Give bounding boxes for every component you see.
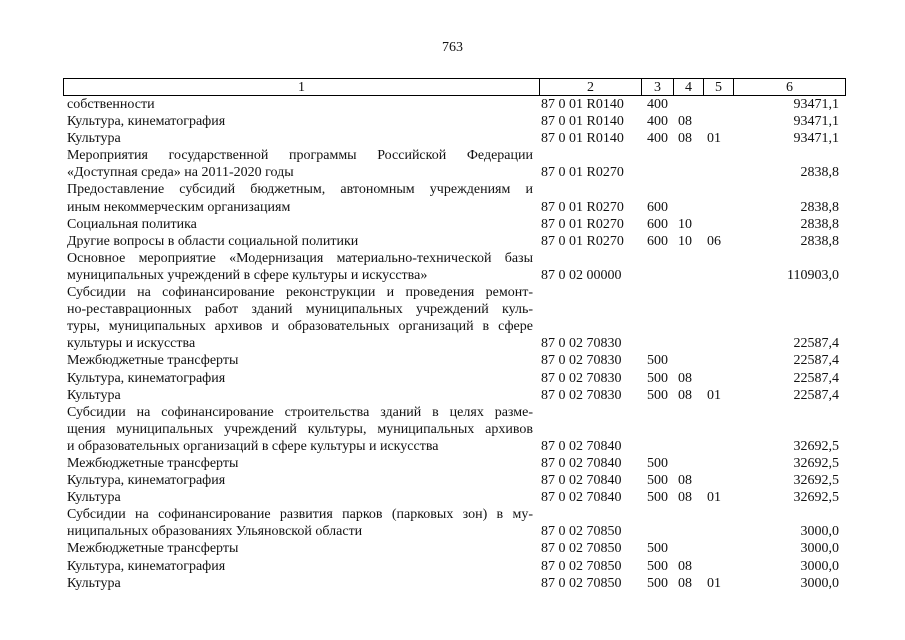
- target-code: 87 0 02 70830: [541, 370, 622, 386]
- table-row: [0, 181, 905, 215]
- expense-type: 500: [647, 456, 668, 471]
- header-col-3: 3: [642, 79, 674, 95]
- description-line: и образовательных организаций в сфере культуры и искусства: [67, 438, 439, 454]
- expense-type: 500: [647, 558, 668, 574]
- row-description: [67, 216, 533, 233]
- amount: 32692,5: [793, 473, 839, 489]
- amount: 93471,1: [793, 114, 839, 130]
- description-line: Культура, кинематография: [67, 370, 226, 386]
- subsection: 01: [707, 575, 721, 591]
- header-col-6: 6: [786, 80, 793, 95]
- amount: 3000,0: [800, 541, 839, 557]
- description-line: но-реставрационных работ зданий муниципальных учреждений куль-: [67, 302, 533, 318]
- subsection: 01: [707, 131, 721, 147]
- expense-type: 600: [647, 233, 668, 249]
- target-code: 87 0 01 R0140: [541, 114, 624, 130]
- row-description: [67, 540, 533, 557]
- section: 08: [678, 114, 692, 130]
- subsection: 01: [707, 387, 721, 403]
- table-row: [0, 540, 905, 557]
- row-description: [67, 387, 533, 404]
- description-line: Межбюджетные трансферты: [67, 541, 239, 557]
- target-code: 87 0 01 R0270: [541, 216, 624, 232]
- header-col-1: 1: [64, 79, 540, 95]
- amount: 3000,0: [800, 575, 839, 591]
- section: 08: [678, 558, 692, 574]
- expense-type: 400: [647, 97, 668, 112]
- amount: 32692,5: [793, 438, 839, 454]
- table-row: [0, 96, 905, 113]
- description-line: Культура: [67, 490, 121, 506]
- row-description: [67, 250, 533, 284]
- description-line: Основное мероприятие «Модернизация материально-технической базы: [67, 250, 533, 266]
- description-line: туры, муниципальных архивов и образовательных организаций в сфере: [67, 319, 533, 335]
- target-code: 87 0 02 70840: [541, 473, 622, 489]
- row-description: [67, 370, 533, 387]
- expense-type: 600: [647, 199, 668, 215]
- amount: 32692,5: [793, 456, 839, 471]
- expense-type: 400: [647, 114, 668, 130]
- row-description: [67, 96, 533, 113]
- row-description: [67, 575, 533, 592]
- header-col-2: 2: [540, 79, 642, 95]
- amount: 2838,8: [800, 165, 839, 181]
- subsection: 01: [707, 490, 721, 506]
- description-line: Субсидии на софинансирование строительства зданий в целях разме-: [67, 404, 533, 420]
- row-description: [67, 489, 533, 506]
- target-code: 87 0 02 70830: [541, 387, 622, 403]
- description-line: Субсидии на софинансирование реконструкции и проведения ремонт-: [67, 285, 533, 301]
- description-line: Культура, кинематография: [67, 114, 226, 130]
- section: 08: [678, 490, 692, 506]
- table-row: [0, 472, 905, 489]
- description-line: Культура: [67, 575, 121, 591]
- description-line: собственности: [67, 97, 155, 112]
- section: 08: [678, 473, 692, 489]
- section: 08: [678, 575, 692, 591]
- description-line: иным некоммерческим организациям: [67, 199, 291, 215]
- amount: 2838,8: [800, 216, 839, 232]
- section: 08: [678, 387, 692, 403]
- amount: 110903,0: [787, 267, 839, 283]
- amount: 3000,0: [800, 558, 839, 574]
- row-description: [67, 130, 533, 147]
- table-row: [0, 250, 905, 284]
- table-row: [0, 558, 905, 575]
- description-line: Другие вопросы в области социальной политики: [67, 233, 359, 249]
- expense-type: 500: [647, 473, 668, 489]
- amount: 22587,4: [793, 387, 839, 403]
- table-row: [0, 489, 905, 506]
- target-code: 87 0 01 R0140: [541, 131, 624, 147]
- row-description: [67, 147, 533, 181]
- row-description: [67, 352, 533, 369]
- expense-type: 500: [647, 490, 668, 506]
- amount: 3000,0: [800, 524, 839, 540]
- section: 10: [678, 216, 692, 232]
- target-code: 87 0 02 70850: [541, 524, 622, 540]
- description-line: «Доступная среда» на 2011-2020 годы: [67, 165, 294, 181]
- amount: 22587,4: [793, 370, 839, 386]
- table-row: [0, 113, 905, 130]
- target-code: 87 0 02 70830: [541, 353, 622, 369]
- amount: 93471,1: [793, 131, 839, 147]
- row-description: [67, 558, 533, 575]
- description-line: Культура: [67, 131, 121, 147]
- target-code: 87 0 02 00000: [541, 267, 622, 283]
- row-description: [67, 472, 533, 489]
- section: 10: [678, 233, 692, 249]
- description-line: Мероприятия государственной программы Российской Федерации: [67, 148, 533, 164]
- table-row: [0, 130, 905, 147]
- description-line: Межбюджетные трансферты: [67, 353, 239, 369]
- target-code: 87 0 02 70850: [541, 558, 622, 574]
- row-description: [67, 284, 533, 352]
- amount: 2838,8: [800, 199, 839, 215]
- description-line: муниципальных учреждений в сфере культуры и искусства»: [67, 267, 428, 283]
- table-row: [0, 147, 905, 181]
- table-header: [63, 78, 846, 96]
- description-line: ниципальных образованиях Ульяновской области: [67, 524, 363, 540]
- target-code: 87 0 02 70840: [541, 456, 622, 471]
- target-code: 87 0 02 70830: [541, 336, 622, 352]
- target-code: 87 0 02 70840: [541, 438, 622, 454]
- description-line: Культура, кинематография: [67, 558, 226, 574]
- target-code: 87 0 01 R0270: [541, 199, 624, 215]
- amount: 32692,5: [793, 490, 839, 506]
- table-row: [0, 284, 905, 352]
- expense-type: 500: [647, 370, 668, 386]
- row-description: [67, 181, 533, 215]
- description-line: Социальная политика: [67, 216, 197, 232]
- amount: 93471,1: [793, 97, 839, 112]
- table-row: [0, 352, 905, 369]
- description-line: Культура: [67, 387, 121, 403]
- target-code: 87 0 02 70850: [541, 575, 622, 591]
- description-line: щения муниципальных учреждений культуры, муниципальных архивов: [67, 421, 533, 437]
- table-body: [0, 96, 905, 592]
- expense-type: 500: [647, 541, 668, 557]
- table-row: [0, 387, 905, 404]
- row-description: [67, 113, 533, 130]
- amount: 2838,8: [800, 233, 839, 249]
- expense-type: 500: [647, 575, 668, 591]
- table-row: [0, 404, 905, 455]
- target-code: 87 0 01 R0270: [541, 165, 624, 181]
- expense-type: 400: [647, 131, 668, 147]
- subsection: 06: [707, 233, 721, 249]
- section: 08: [678, 370, 692, 386]
- row-description: [67, 233, 533, 250]
- target-code: 87 0 01 R0270: [541, 233, 624, 249]
- table-row: [0, 575, 905, 592]
- target-code: 87 0 01 R0140: [541, 97, 624, 112]
- section: 08: [678, 131, 692, 147]
- table-row: [0, 455, 905, 472]
- header-col-4: 4: [674, 79, 704, 95]
- table-row: [0, 216, 905, 233]
- row-description: [67, 404, 533, 455]
- expense-type: 600: [647, 216, 668, 232]
- expense-type: 500: [647, 353, 668, 369]
- description-line: Предоставление субсидий бюджетным, автономным учреждениям и: [67, 182, 533, 198]
- expense-type: 500: [647, 387, 668, 403]
- description-line: культуры и искусства: [67, 336, 196, 352]
- target-code: 87 0 02 70850: [541, 541, 622, 557]
- table-row: [0, 506, 905, 540]
- header-col-5: 5: [704, 79, 734, 95]
- table-row: [0, 233, 905, 250]
- page-number: 763: [442, 40, 463, 55]
- row-description: [67, 506, 533, 540]
- description-line: Субсидии на софинансирование развития парков (парковых зон) в му-: [67, 507, 533, 523]
- description-line: Культура, кинематография: [67, 473, 226, 489]
- description-line: Межбюджетные трансферты: [67, 456, 239, 471]
- amount: 22587,4: [793, 353, 839, 369]
- row-description: [67, 455, 533, 472]
- target-code: 87 0 02 70840: [541, 490, 622, 506]
- amount: 22587,4: [793, 336, 839, 352]
- table-row: [0, 370, 905, 387]
